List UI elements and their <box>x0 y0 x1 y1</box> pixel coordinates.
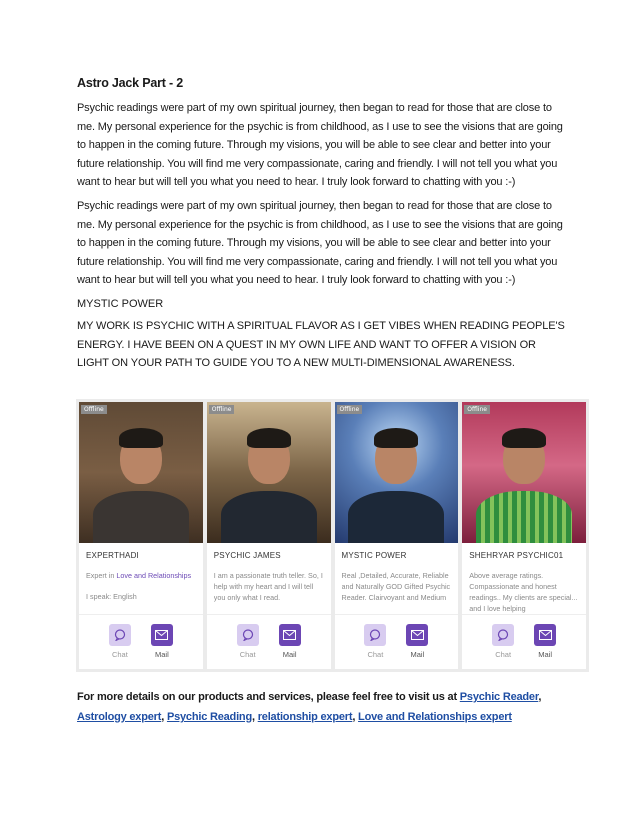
psychic-photo <box>207 402 331 543</box>
mail-label: Mail <box>410 650 425 659</box>
psychic-name[interactable]: MYSTIC POWER <box>341 551 407 560</box>
psychic-card[interactable] <box>335 402 459 669</box>
chat-bubble-icon <box>364 624 386 646</box>
link-astrology-expert[interactable]: Astrology expert <box>77 711 162 723</box>
psychic-card[interactable] <box>462 402 586 669</box>
mail-envelope-icon <box>151 624 173 646</box>
psychic-language: I speak: English <box>86 592 137 601</box>
mail-button[interactable] <box>149 624 175 669</box>
paragraph-1: Psychic readings were part of my own spiritual journey, then began to read for those that are close to me. My personal experience for the psychic is from childhood, as I use to see the visions that are going to happen in the coming future. Through my visions, you will be able to see clear and better into your future relationship. You will find me very compassionate, caring and friendly. I will not tell you what you want to hear but will tell you what you need to hear. I truly look forward to chatting with you :-) <box>77 102 563 189</box>
psychic-description: I am a passionate truth teller. So, I help with my heart and I will tell you only what I read. <box>213 571 323 602</box>
status-badge: Offline <box>81 405 107 414</box>
psychic-cards-strip <box>76 399 589 672</box>
document-title: Astro Jack Part - 2 <box>77 76 183 90</box>
psychic-name[interactable]: PSYCHIC JAMES <box>213 551 281 560</box>
mail-label: Mail <box>282 650 297 659</box>
psychic-photo <box>462 402 586 543</box>
chat-bubble-icon <box>109 624 131 646</box>
psychic-photo <box>335 402 459 543</box>
mail-envelope-icon <box>534 624 556 646</box>
chat-button[interactable] <box>235 624 261 669</box>
mail-envelope-icon <box>279 624 301 646</box>
chat-bubble-icon <box>237 624 259 646</box>
mail-button[interactable] <box>277 624 303 669</box>
footer-links-paragraph: For more details on our products and services, please feel free to visit us at Psychic Reader, Astrology expert, Psychic Reading, relationship expert, Love and Relationships expert <box>77 691 542 723</box>
chat-button[interactable] <box>107 624 133 669</box>
chat-label: Chat <box>495 650 512 659</box>
psychic-card[interactable] <box>79 402 203 669</box>
footer-intro: For more details on our products and services, please feel free to visit us at <box>77 691 460 703</box>
mail-envelope-icon <box>406 624 428 646</box>
chat-label: Chat <box>111 650 128 659</box>
psychic-description: Real ,Detailed, Accurate, Reliable and Naturally GOD Gifted Psychic Reader. Clairvoyant and Medium <box>341 571 451 602</box>
chat-bubble-icon <box>492 624 514 646</box>
desc-link[interactable]: Love and Relationships <box>116 571 192 580</box>
psychic-photo <box>79 402 203 543</box>
psychic-description: Above average ratings. Compassionate and honest readings.. My clients are special... and I love helping <box>469 571 578 613</box>
chat-label: Chat <box>367 650 384 659</box>
section-heading: MYSTIC POWER <box>77 297 164 310</box>
chat-label: Chat <box>239 650 256 659</box>
mail-label: Mail <box>154 650 169 659</box>
document-body <box>77 76 567 373</box>
mail-label: Mail <box>538 650 552 659</box>
paragraph-2: Psychic readings were part of my own spiritual journey, then began to read for those that are close to me. My personal experience for the psychic is from childhood, as I use to see the visions that are going to happen in the coming future. Through my visions, you will be able to see clear and better into your future relationship. You will find me very compassionate, caring and friendly. I will not tell you what you want to hear but will tell you what you need to hear. I truly look forward to chatting with you :-) <box>77 199 563 287</box>
link-relationship-expert[interactable]: relationship expert <box>257 711 353 723</box>
psychic-name[interactable]: SHEHRYAR PSYCHIC01 <box>469 551 564 560</box>
link-psychic-reading[interactable]: Psychic Reading <box>166 711 252 723</box>
status-badge: Offline <box>337 405 363 414</box>
status-badge: Offline <box>209 405 235 414</box>
chat-button[interactable] <box>490 624 516 669</box>
psychic-card[interactable] <box>207 402 331 669</box>
psychic-name[interactable]: EXPERTHADI <box>86 551 139 560</box>
mail-button[interactable] <box>532 624 558 669</box>
status-badge: Offline <box>464 405 490 414</box>
psychic-description: Expert in Love and Relationships <box>86 571 192 580</box>
link-love-relationships-expert[interactable]: Love and Relationships expert <box>358 711 512 723</box>
chat-button[interactable] <box>362 624 388 669</box>
caps-paragraph: MY WORK IS PSYCHIC WITH A SPIRITUAL FLAVOR AS I GET VIBES WHEN READING PEOPLE'S ENERGY. I HAVE BEEN ON A QUEST IN MY OWN LIFE AND WANT TO OFFER A VISION OR LIGHT ON YOUR PATH TO GUIDE YOU TO A NEW MULTI-DIMENSIONAL AWARENESS. <box>77 319 565 370</box>
link-psychic-reader[interactable]: Psychic Reader <box>459 691 539 703</box>
mail-button[interactable] <box>404 624 430 669</box>
